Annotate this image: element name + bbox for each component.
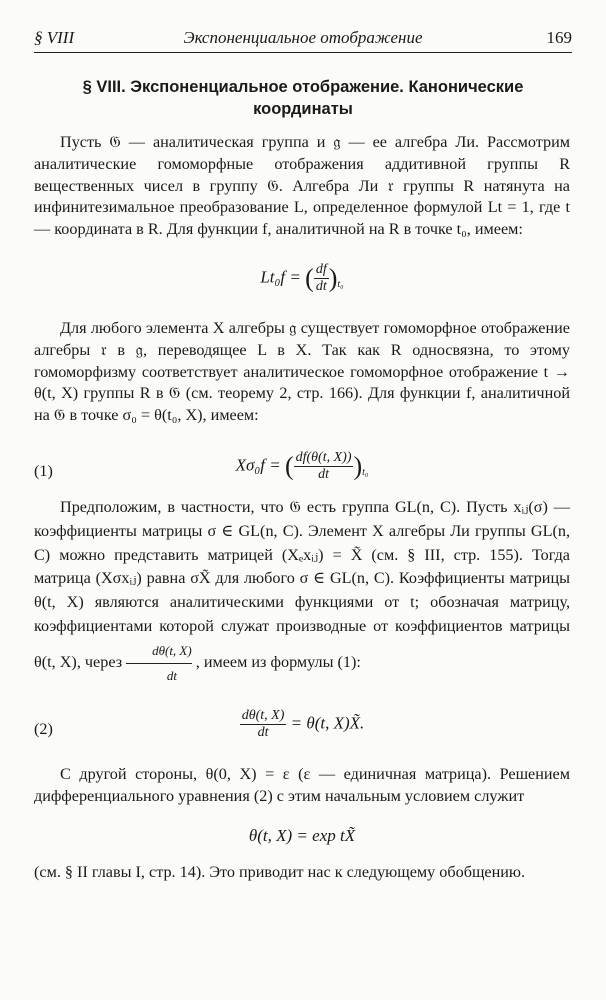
paragraph-3 [34,496,570,687]
paragraph-3-fraction: $\frac{d\theta(t, X)}{dt}$ [126,639,192,688]
formula-2-fraction: $\frac{d\theta(t, X)}{dt}$ [241,708,285,740]
header-section: § VIII [34,28,75,47]
equation-number-1: (1) [34,462,53,480]
header-title: Экспоненциальное отображение [183,28,423,47]
formula-1-lhs: Xσ₀f = [235,455,281,475]
paragraph-4: С другой стороны, θ(0, X) = ε (ε — единичная матрица). Решением дифференциального уравнения (2) с этим начальным условием служит [34,765,570,805]
equation-number-2: (2) [34,720,53,738]
formula-exp: θ(t, X) = exp tX̃ [248,826,356,845]
formula-lt: Lt₀f = ( $\frac{df}{dt}$ )$_{t_0}$ [260,262,344,294]
page-number: 169 [546,28,572,47]
formula-lt-lhs: Lt₀f = [260,267,301,287]
formula-1-fraction: $\frac{df(\theta(t, X))}{dt}$ [295,450,352,482]
formula-lt-fraction: $\frac{df}{dt}$ [315,262,327,294]
formula-2 [34,708,570,741]
formula-1: (1) Xσ₀f = ( $\frac{df(\theta(t, X))}{dt}$ )$_{t_0}$ [34,450,369,482]
section-title: § VIII. Экспоненциальное отображение. Канонические координаты [82,78,524,118]
paragraph-2: Для любого элемента X алгебры 𝔤 существует гомоморфное отображение алгебры 𝔯 в 𝔤, переводящее L в X. Так как R односвязна, то этому гомоморфизму соответствует аналитическое гомоморфное отображение t → θ(t, X) группы R в 𝔊 (см. теорему 2, стр. 166). Для функции f, аналитичной на 𝔊 в точке σ₀ = θ(t₀, X), имеем: [34,319,570,425]
paragraph-3-text: Предположим, в частности, что 𝔊 есть группа GL(n, C). Пусть xᵢⱼ(σ) — коэффициенты матрицы σ ∈ GL(n, C). Элемент X алгебры Ли группы GL(n, C) можно представить матрицей (Xₑxᵢⱼ) = X̃ (см. § III, стр. 155). Тогда матрица (Xσxᵢⱼ) равна σX̃ для любого σ ∈ GL(n, C). Коэффициенты матрицы θ(t, X) являются аналитическими функциями от t; обозначая матрицу, коэффициентами которой служат производные от коэффициентов матрицы θ(t, X), через [34,498,570,671]
running-header [34,26,572,53]
paragraph-5: (см. § II главы I, стр. 14). Это приводит нас к следующему обобщению. [34,863,526,881]
paragraph-3-tail: , имеем из формулы (1): [195,652,361,671]
formula-2-rhs: = θ(t, X)X̃. [290,713,365,733]
paragraph-1: Пусть 𝔊 — аналитическая группа и 𝔤 — ее алгебра Ли. Рассмотрим аналитические гомоморфные отображения аддитивной группы R вещественных чисел в группу 𝔊. Алгебра Ли 𝔯 группы R натянута на инфинитезимальное преобразование L, определенное формулой Lt = 1, где t — координата в R. Для функции f, аналитичной на R в точке t₀, имеем: [34,133,570,239]
